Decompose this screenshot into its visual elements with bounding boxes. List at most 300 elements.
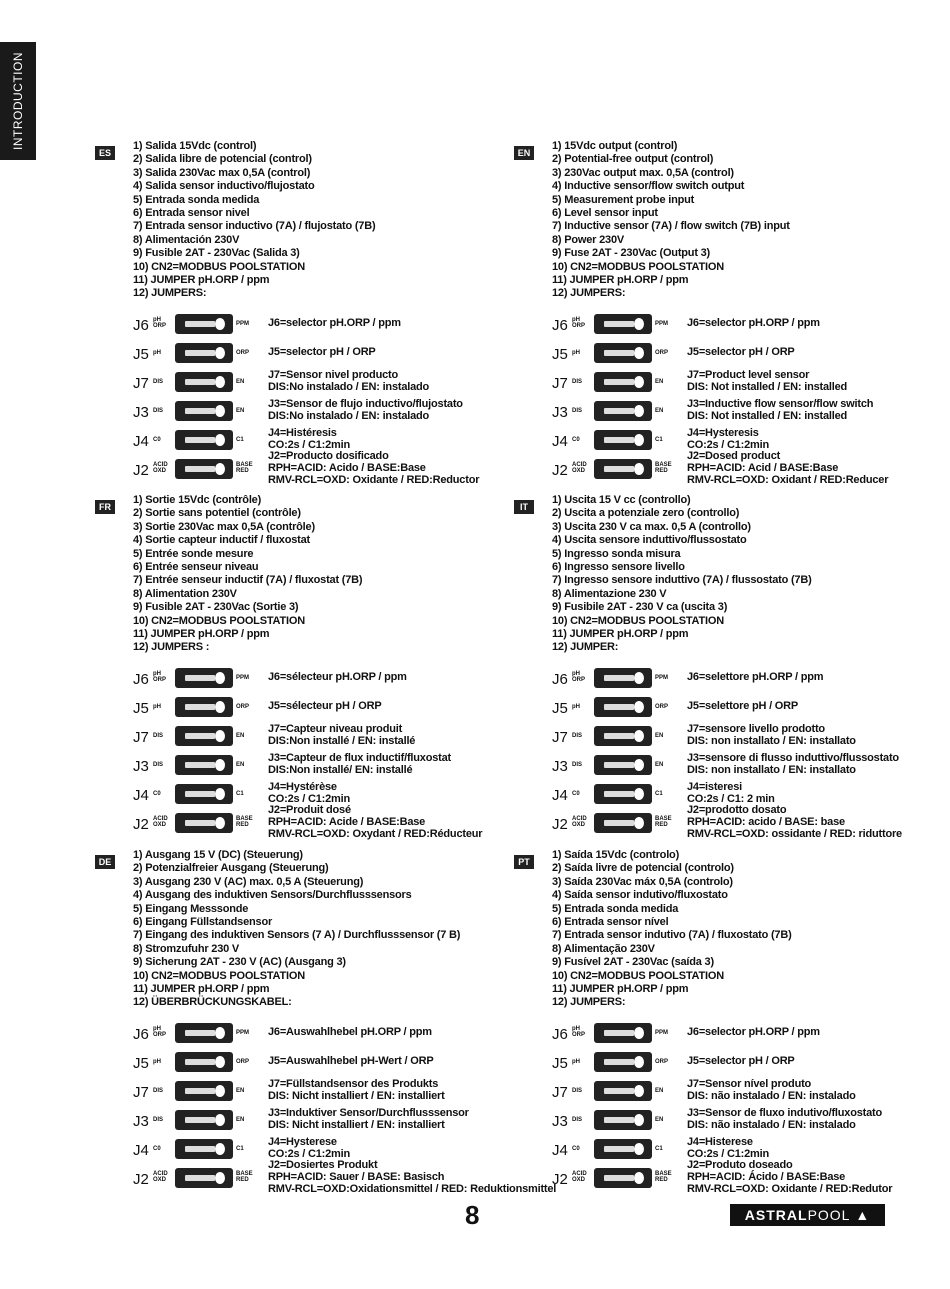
list-item: 2) Uscita a potenziale zero (controllo)	[552, 507, 740, 520]
jumper-left-label: DIS	[572, 378, 583, 385]
jumper-code: J3	[552, 403, 568, 421]
jumper-switch-icon	[175, 755, 233, 775]
brand-logo-b: POOL	[807, 1207, 851, 1223]
jumper-description-line: RMV-RCL=OXD: Oxydant / RED:Réducteur	[268, 827, 483, 840]
jumper-description-line: CO:2s / C1:2min	[687, 1147, 769, 1160]
jumper-right-label: PPM	[236, 320, 250, 327]
jumper-table	[552, 311, 950, 485]
jumper-right-label: C1	[655, 1145, 663, 1152]
list-item: 7) Eingang des induktiven Sensors (7 A) / Durchflusssensor (7 B)	[133, 929, 461, 942]
jumper-description	[687, 427, 769, 451]
jumper-code: J3	[552, 1112, 568, 1130]
jumper-switch-icon	[594, 1081, 652, 1101]
jumper-right-label: ORP	[655, 703, 669, 710]
jumper-right-label: BASE RED	[236, 461, 253, 474]
jumper-code: J7	[552, 374, 568, 392]
jumper-row-j5	[133, 1049, 533, 1078]
jumper-switch-icon	[175, 1081, 233, 1101]
list-item: 11) JUMPER pH.ORP / ppm	[552, 982, 689, 995]
jumper-left-label: pH ORP	[572, 670, 586, 683]
jumper-description-line: RPH=ACID: Acid / BASE:Base	[687, 461, 839, 474]
jumper-description-line: J4=Histerese	[687, 1135, 753, 1148]
jumper-left-label: ACID OXD	[572, 461, 587, 474]
jumper-code: J2	[552, 1170, 568, 1188]
jumper-description-line: J7=sensore livello prodotto	[687, 722, 825, 735]
jumper-description	[687, 723, 856, 747]
list-item: 10) CN2=MODBUS POOLSTATION	[133, 614, 305, 627]
jumper-code: J4	[552, 432, 568, 450]
jumper-right-label: EN	[236, 1116, 245, 1123]
jumper-code: J5	[552, 1054, 568, 1072]
jumper-left-label: pH	[572, 703, 580, 710]
jumper-table	[133, 665, 533, 839]
list-item: 8) Power 230V	[552, 233, 624, 246]
jumper-switch-icon	[594, 1110, 652, 1130]
jumper-description-line: J5=selector pH / ORP	[687, 345, 795, 358]
list-item: 11) JUMPER pH.ORP / ppm	[552, 627, 689, 640]
list-item: 6) Entrada sensor nivel	[133, 206, 250, 219]
jumper-code: J7	[133, 1083, 149, 1101]
list-item: 6) Level sensor input	[552, 206, 658, 219]
jumper-left-label: pH ORP	[572, 1025, 586, 1038]
jumper-code: J5	[552, 699, 568, 717]
jumper-description-line: J4=Hystérèse	[268, 780, 337, 793]
jumper-left-label: DIS	[153, 378, 164, 385]
jumper-description-line: RPH=ACID: Ácido / BASE:Base	[687, 1170, 846, 1183]
jumper-code: J6	[552, 1025, 568, 1043]
jumper-right-label: PPM	[236, 1029, 250, 1036]
jumper-description	[268, 1026, 432, 1038]
jumper-right-label: C1	[236, 790, 244, 797]
jumper-switch-icon	[175, 668, 233, 688]
jumper-description-line: DIS: non installato / EN: installato	[687, 763, 856, 776]
list-item: 10) CN2=MODBUS POOLSTATION	[133, 260, 305, 273]
jumper-description-line: DIS: non installato / EN: installato	[687, 734, 856, 747]
language-badge: IT	[514, 500, 534, 514]
jumper-row-j7	[133, 1078, 533, 1107]
list-item: 7) Ingresso sensore induttivo (7A) / flussostato (7B)	[552, 574, 812, 587]
jumper-row-j6	[552, 665, 950, 694]
jumper-code: J4	[133, 786, 149, 804]
jumper-left-label: pH	[153, 1058, 161, 1065]
jumper-code: J4	[552, 786, 568, 804]
jumper-description	[687, 752, 899, 776]
jumper-right-label: BASE RED	[655, 815, 672, 828]
jumper-left-label: pH	[153, 703, 161, 710]
jumper-description-line: J3=Inductive flow sensor/flow switch	[687, 397, 874, 410]
list-item: 9) Sicherung 2AT - 230 V (AC) (Ausgang 3)	[133, 956, 346, 969]
jumper-row-j2	[133, 803, 533, 840]
jumper-table	[133, 1020, 557, 1195]
jumper-row-j7	[552, 369, 950, 398]
jumper-right-label: BASE RED	[236, 815, 253, 828]
jumper-description-line: RMV-RCL=OXD: Oxidante / RED:Redutor	[687, 1182, 893, 1195]
item-list	[552, 494, 950, 655]
jumper-code: J3	[133, 757, 149, 775]
jumper-left-label: C0	[572, 790, 580, 797]
list-item: 12) JUMPERS:	[552, 287, 626, 300]
list-item: 4) Uscita sensore induttivo/flussostato	[552, 534, 747, 547]
jumper-description-line: CO:2s / C1:2min	[268, 792, 350, 805]
list-item: 12) JUMPERS:	[552, 996, 626, 1009]
list-item: 9) Fusível 2AT - 230Vac (saída 3)	[552, 956, 714, 969]
jumper-description	[687, 1107, 882, 1131]
jumper-description	[687, 781, 775, 805]
jumper-row-j3	[552, 1107, 950, 1136]
jumper-left-label: ACID OXD	[153, 815, 168, 828]
jumper-code: J2	[552, 815, 568, 833]
jumper-row-j6	[133, 311, 533, 340]
jumper-code: J7	[552, 728, 568, 746]
jumper-description-line: J4=isteresi	[687, 780, 742, 793]
jumper-description	[687, 1159, 892, 1195]
language-badge: ES	[95, 146, 115, 160]
jumper-description-line: J6=selector pH.ORP / ppm	[687, 1025, 820, 1038]
jumper-description-line: J5=Auswahlhebel pH-Wert / ORP	[268, 1054, 434, 1067]
jumper-code: J7	[133, 728, 149, 746]
jumper-description	[687, 346, 795, 358]
list-item: 6) Entrée senseur niveau	[133, 560, 259, 573]
list-item: 6) Ingresso sensore livello	[552, 560, 685, 573]
jumper-left-label: DIS	[572, 1087, 583, 1094]
jumper-row-j2	[133, 1158, 557, 1195]
jumper-left-label: DIS	[572, 761, 583, 768]
jumper-description-line: J7=Sensor nível produto	[687, 1077, 812, 1090]
section-it	[520, 494, 950, 840]
jumper-description-line: DIS: não instalado / EN: instalado	[687, 1118, 856, 1131]
jumper-left-label: C0	[153, 436, 161, 443]
jumper-row-j6	[552, 1020, 950, 1049]
jumper-description	[687, 700, 798, 712]
jumper-left-label: C0	[572, 1145, 580, 1152]
jumper-description-line: J6=Auswahlhebel pH.ORP / ppm	[268, 1025, 432, 1038]
jumper-description	[687, 1136, 769, 1160]
list-item: 11) JUMPER pH.ORP / ppm	[552, 273, 689, 286]
jumper-left-label: C0	[572, 436, 580, 443]
jumper-row-j3	[552, 398, 950, 427]
jumper-description-line: J7=Capteur niveau produit	[268, 722, 403, 735]
list-item: 7) Entrada sensor indutivo (7A) / fluxostato (7B)	[552, 929, 792, 942]
jumper-row-j7	[133, 723, 533, 752]
jumper-description-line: J2=Produto doseado	[687, 1158, 793, 1171]
jumper-description-line: J2=Dosiertes Produkt	[268, 1158, 378, 1171]
jumper-left-label: pH	[572, 1058, 580, 1065]
list-item: 5) Entrada sonda medida	[552, 902, 679, 915]
jumper-table	[552, 1020, 950, 1194]
jumper-description	[687, 671, 823, 683]
jumper-description-line: DIS: Not installed / EN: installed	[687, 380, 848, 393]
jumper-switch-icon	[175, 697, 233, 717]
jumper-description-line: DIS:Non installé/ EN: installé	[268, 763, 413, 776]
jumper-row-j5	[552, 340, 950, 369]
jumper-code: J5	[133, 699, 149, 717]
jumper-description-line: J4=Hysteresis	[687, 426, 759, 439]
jumper-description	[268, 450, 479, 486]
jumper-row-j6	[133, 665, 533, 694]
list-item: 8) Alimentación 230V	[133, 233, 240, 246]
list-item: 5) Measurement probe input	[552, 193, 695, 206]
jumper-row-j6	[552, 311, 950, 340]
brand-logo-a: ASTRAL	[744, 1207, 808, 1223]
jumper-description-line: J6=sélecteur pH.ORP / ppm	[268, 670, 407, 683]
section-en	[517, 140, 950, 486]
jumper-left-label: DIS	[572, 1116, 583, 1123]
side-tab-label: INTRODUCTION	[11, 52, 25, 150]
jumper-right-label: ORP	[655, 349, 669, 356]
jumper-switch-icon	[594, 726, 652, 746]
item-list	[133, 494, 533, 655]
list-item: 11) JUMPER pH.ORP / ppm	[133, 982, 270, 995]
list-item: 7) Entrada sensor inductivo (7A) / flujostato (7B)	[133, 220, 376, 233]
jumper-description-line: J7=Product level sensor	[687, 368, 810, 381]
page-number: 8	[465, 1200, 480, 1230]
list-item: 10) CN2=MODBUS POOLSTATION	[552, 614, 724, 627]
list-item: 10) CN2=MODBUS POOLSTATION	[552, 969, 724, 982]
jumper-description-line: J4=Hysterese	[268, 1135, 337, 1148]
jumper-description	[687, 1055, 795, 1067]
item-list	[552, 140, 950, 301]
list-item: 2) Sortie sans potentiel (contrôle)	[133, 507, 301, 520]
jumper-description	[687, 398, 873, 422]
jumper-code: J6	[133, 670, 149, 688]
jumper-right-label: EN	[236, 378, 245, 385]
jumper-switch-icon	[175, 401, 233, 421]
list-item: 4) Salida sensor inductivo/flujostato	[133, 180, 315, 193]
list-item: 10) CN2=MODBUS POOLSTATION	[133, 969, 305, 982]
jumper-description	[268, 398, 463, 422]
jumper-right-label: EN	[236, 1087, 245, 1094]
jumper-left-label: DIS	[572, 407, 583, 414]
jumper-left-label: ACID OXD	[572, 815, 587, 828]
list-item: 3) 230Vac output max. 0,5A (control)	[552, 166, 734, 179]
section-pt	[518, 849, 950, 1195]
jumper-description-line: J5=selector pH / ORP	[687, 1054, 795, 1067]
jumper-switch-icon	[175, 726, 233, 746]
jumper-description-line: CO:2s / C1: 2 min	[687, 792, 775, 805]
jumper-description	[268, 1159, 556, 1195]
jumper-switch-icon	[175, 1052, 233, 1072]
jumper-description	[687, 1026, 820, 1038]
jumper-description	[268, 723, 415, 747]
jumper-code: J3	[133, 1112, 149, 1130]
jumper-description-line: J6=selector pH.ORP / ppm	[268, 316, 401, 329]
jumper-switch-icon	[594, 755, 652, 775]
jumper-description-line: RPH=ACID: Acido / BASE:Base	[268, 461, 426, 474]
jumper-code: J4	[133, 432, 149, 450]
jumper-row-j5	[133, 694, 533, 723]
jumper-right-label: EN	[655, 761, 664, 768]
jumper-table	[133, 311, 533, 485]
list-item: 5) Entrée sonde mesure	[133, 547, 254, 560]
jumper-description-line: J6=selettore pH.ORP / ppm	[687, 670, 824, 683]
jumper-right-label: ORP	[236, 703, 250, 710]
list-item: 8) Alimentation 230V	[133, 587, 237, 600]
jumper-code: J2	[133, 815, 149, 833]
jumper-row-j7	[552, 723, 950, 752]
jumper-code: J3	[552, 757, 568, 775]
jumper-description	[268, 1136, 350, 1160]
jumper-description-line: DIS: Nicht installiert / EN: installiert	[268, 1089, 445, 1102]
jumper-description-line: CO:2s / C1:2min	[268, 1147, 350, 1160]
jumper-description-line: J2=prodotto dosato	[687, 803, 787, 816]
jumper-switch-icon	[175, 372, 233, 392]
jumper-description-line: J5=selettore pH / ORP	[687, 699, 799, 712]
jumper-code: J7	[552, 1083, 568, 1101]
jumper-description	[687, 317, 820, 329]
jumper-right-label: PPM	[655, 674, 669, 681]
list-item: 1) 15Vdc output (control)	[552, 140, 678, 152]
jumper-code: J2	[552, 461, 568, 479]
list-item: 2) Potenzialfreier Ausgang (Steuerung)	[133, 862, 329, 875]
jumper-switch-icon	[594, 343, 652, 363]
jumper-left-label: C0	[153, 1145, 161, 1152]
jumper-code: J4	[133, 1141, 149, 1159]
jumper-switch-icon	[594, 1168, 652, 1188]
jumper-right-label: BASE RED	[236, 1170, 253, 1183]
jumper-description-line: DIS: Nicht installiert / EN: installiert	[268, 1118, 445, 1131]
jumper-description-line: J3=sensore di flusso induttivo/flussostato	[687, 751, 899, 764]
list-item: 9) Fusible 2AT - 230Vac (Sortie 3)	[133, 601, 299, 614]
jumper-right-label: ORP	[236, 1058, 250, 1065]
language-badge: EN	[514, 146, 534, 160]
jumper-description-line: J7=Sensor nivel producto	[268, 368, 398, 381]
jumper-right-label: ORP	[236, 349, 250, 356]
jumper-row-j3	[133, 398, 533, 427]
jumper-row-j3	[552, 752, 950, 781]
jumper-description	[687, 1078, 856, 1102]
brand-logo: ASTRALPOOL ▲	[730, 1204, 885, 1226]
jumper-left-label: pH ORP	[153, 316, 167, 329]
jumper-switch-icon	[175, 430, 233, 450]
jumper-description-line: J3=Induktiver Sensor/Durchflusssensor	[268, 1106, 469, 1119]
jumper-right-label: C1	[655, 436, 663, 443]
jumper-left-label: C0	[153, 790, 161, 797]
jumper-row-j2	[552, 449, 950, 486]
list-item: 5) Eingang Messsonde	[133, 902, 249, 915]
jumper-left-label: ACID OXD	[153, 461, 168, 474]
list-item: 12) ÜBERBRÜCKUNGSKABEL:	[133, 996, 292, 1009]
jumper-description-line: J3=Capteur de flux inductif/fluxostat	[268, 751, 451, 764]
jumper-left-label: ACID OXD	[153, 1170, 168, 1183]
item-list	[133, 849, 533, 1010]
list-item: 7) Inductive sensor (7A) / flow switch (7B) input	[552, 220, 790, 233]
jumper-code: J6	[133, 316, 149, 334]
list-item: 8) Alimentação 230V	[552, 942, 655, 955]
list-item: 9) Fuse 2AT - 230Vac (Output 3)	[552, 247, 711, 260]
jumper-description-line: RMV-RCL=OXD: Oxidante / RED:Reductor	[268, 473, 480, 486]
jumper-row-j5	[552, 694, 950, 723]
jumper-code: J5	[133, 345, 149, 363]
list-item: 1) Ausgang 15 V (DC) (Steuerung)	[133, 849, 303, 861]
jumper-right-label: ORP	[655, 1058, 669, 1065]
list-item: 2) Salida libre de potencial (control)	[133, 153, 312, 166]
jumper-switch-icon	[594, 784, 652, 804]
jumper-switch-icon	[175, 1139, 233, 1159]
list-item: 11) JUMPER pH.ORP / ppm	[133, 273, 270, 286]
jumper-description-line: DIS:No instalado / EN: instalado	[268, 380, 430, 393]
jumper-left-label: DIS	[572, 732, 583, 739]
list-item: 1) Salida 15Vdc (control)	[133, 140, 257, 152]
list-item: 7) Entrée senseur inductif (7A) / fluxostat (7B)	[133, 574, 363, 587]
jumper-description-line: RPH=ACID: acido / BASE: base	[687, 815, 845, 828]
item-list	[552, 849, 950, 1010]
list-item: 8) Stromzufuhr 230 V	[133, 942, 240, 955]
jumper-left-label: pH ORP	[153, 1025, 167, 1038]
jumper-switch-icon	[175, 314, 233, 334]
jumper-description	[268, 369, 429, 393]
jumper-description-line: RPH=ACID: Sauer / BASE: Basisch	[268, 1170, 445, 1183]
jumper-table	[552, 665, 950, 839]
jumper-left-label: DIS	[153, 407, 164, 414]
jumper-code: J6	[133, 1025, 149, 1043]
jumper-switch-icon	[175, 1110, 233, 1130]
jumper-description-line: J2=Dosed product	[687, 449, 781, 462]
item-list	[133, 140, 533, 301]
jumper-row-j3	[133, 1107, 533, 1136]
jumper-row-j7	[552, 1078, 950, 1107]
jumper-description-line: J2=Produit dosé	[268, 803, 351, 816]
jumper-description-line: J5=selector pH / ORP	[268, 345, 376, 358]
jumper-right-label: C1	[236, 436, 244, 443]
jumper-row-j2	[133, 449, 533, 486]
jumper-description-line: RPH=ACID: Acide / BASE:Base	[268, 815, 426, 828]
list-item: 5) Entrada sonda medida	[133, 193, 260, 206]
jumper-right-label: EN	[236, 732, 245, 739]
jumper-row-j5	[552, 1049, 950, 1078]
list-item: 4) Ausgang des induktiven Sensors/Durchflusssensors	[133, 889, 412, 902]
jumper-row-j2	[552, 1158, 950, 1195]
jumper-right-label: EN	[655, 378, 664, 385]
jumper-switch-icon	[594, 314, 652, 334]
jumper-right-label: PPM	[655, 320, 669, 327]
jumper-switch-icon	[594, 1139, 652, 1159]
jumper-left-label: DIS	[153, 1116, 164, 1123]
jumper-description-line: RMV-RCL=OXD: Oxidant / RED:Reducer	[687, 473, 889, 486]
section-fr	[99, 494, 533, 840]
section-de	[98, 849, 557, 1195]
jumper-switch-icon	[594, 668, 652, 688]
list-item: 4) Sortie capteur inductif / fluxostat	[133, 534, 310, 547]
jumper-right-label: EN	[655, 407, 664, 414]
jumper-right-label: EN	[655, 1116, 664, 1123]
list-item: 3) Ausgang 230 V (AC) max. 0,5 A (Steuerung)	[133, 875, 364, 888]
jumper-code: J2	[133, 461, 149, 479]
jumper-left-label: DIS	[153, 761, 164, 768]
list-item: 4) Inductive sensor/flow switch output	[552, 180, 745, 193]
jumper-right-label: EN	[655, 732, 664, 739]
list-item: 9) Fusibile 2AT - 230 V ca (uscita 3)	[552, 601, 728, 614]
list-item: 9) Fusible 2AT - 230Vac (Salida 3)	[133, 247, 300, 260]
jumper-code: J6	[552, 670, 568, 688]
jumper-right-label: EN	[236, 407, 245, 414]
jumper-description-line: DIS: não instalado / EN: instalado	[687, 1089, 856, 1102]
jumper-code: J5	[552, 345, 568, 363]
jumper-right-label: EN	[655, 1087, 664, 1094]
jumper-right-label: PPM	[655, 1029, 669, 1036]
language-badge: PT	[514, 855, 534, 869]
list-item: 3) Salida 230Vac max 0,5A (control)	[133, 166, 311, 179]
jumper-code: J5	[133, 1054, 149, 1072]
jumper-switch-icon	[175, 813, 233, 833]
jumper-left-label: pH ORP	[572, 316, 586, 329]
jumper-description	[687, 369, 847, 393]
side-tab	[0, 42, 36, 160]
jumper-switch-icon	[175, 1168, 233, 1188]
jumper-switch-icon	[594, 697, 652, 717]
list-item: 1) Uscita 15 V cc (controllo)	[552, 494, 691, 506]
jumper-switch-icon	[594, 813, 652, 833]
jumper-switch-icon	[175, 784, 233, 804]
